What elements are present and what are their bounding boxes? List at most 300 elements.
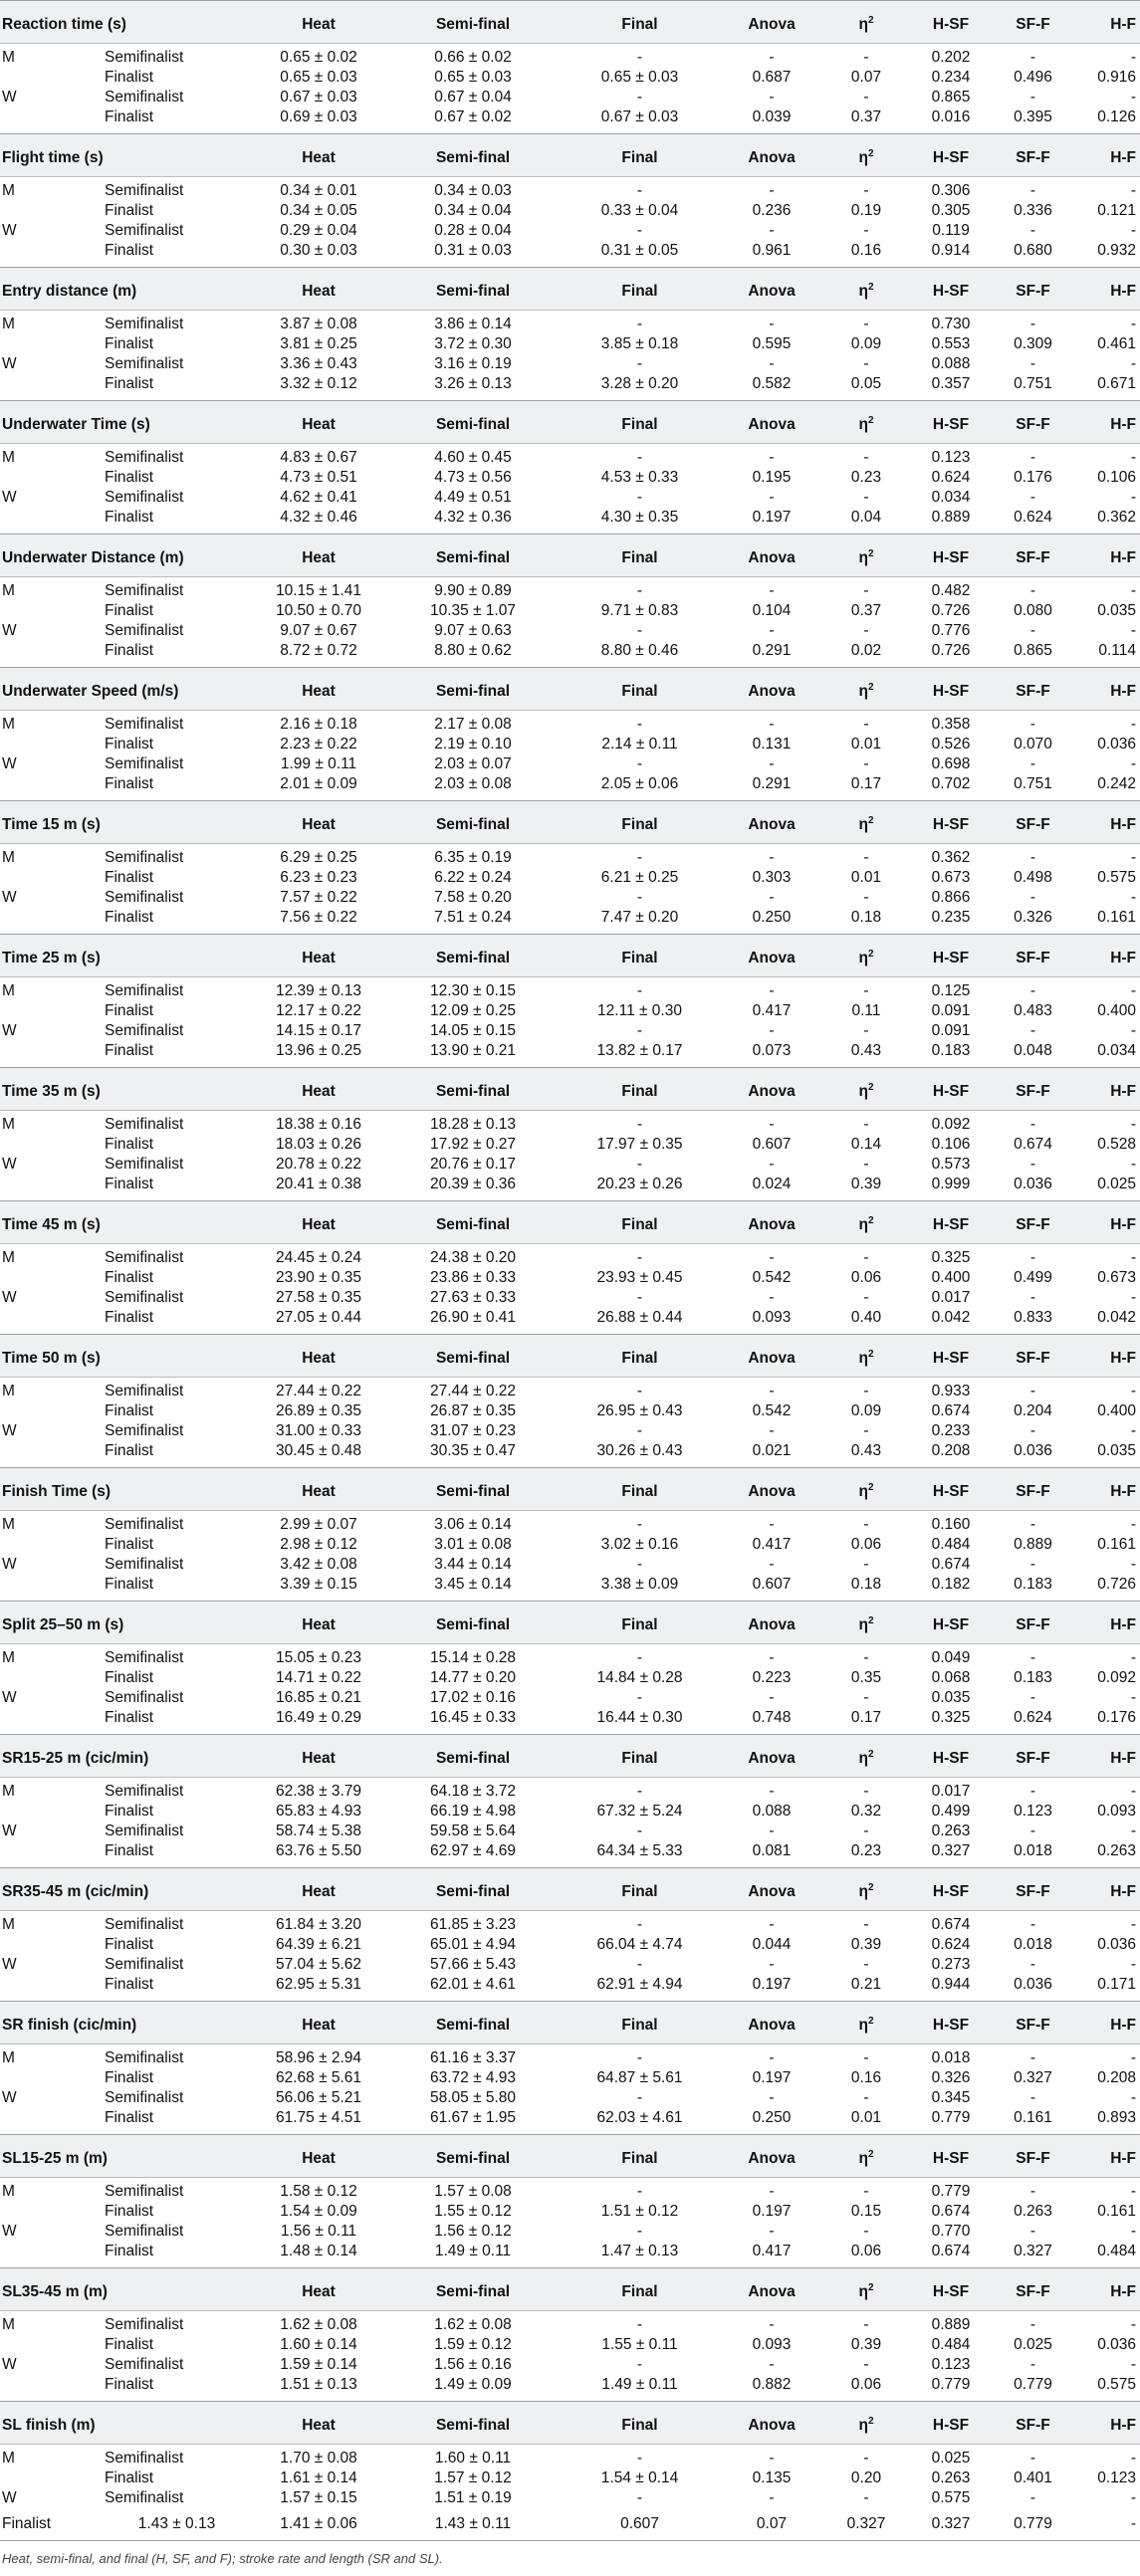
cell-sff: 0.624 <box>1014 509 1052 526</box>
sex-label: W <box>2 2223 17 2240</box>
sex-label <box>0 334 105 354</box>
cell-anova: - <box>769 49 775 66</box>
stage-label: Finalist <box>105 202 154 219</box>
eta-symbol: η <box>858 1083 868 1100</box>
cell-final: 26.95 ± 0.43 <box>596 1402 683 1419</box>
cell-anova: - <box>769 1289 775 1306</box>
cell-hsf: 0.160 <box>931 1516 971 1533</box>
cell-eta: 0.17 <box>850 775 882 792</box>
cell-heat: 1.59 ± 0.14 <box>280 2356 357 2373</box>
cell-sff: - <box>1029 2316 1036 2333</box>
cell-final: - <box>636 2223 643 2240</box>
cell-heat: 18.38 ± 0.16 <box>275 1116 362 1133</box>
cell-sff: - <box>1029 2089 1036 2106</box>
column-header: Heat <box>249 1201 388 1244</box>
column-header: Heat <box>249 1735 388 1778</box>
column-header: H-F <box>1075 801 1140 844</box>
cell-hf: 0.932 <box>1097 242 1137 259</box>
stage-label: Semifinalist <box>105 716 184 733</box>
section-header-row <box>0 1735 1140 1778</box>
cell-heat: 58.96 ± 2.94 <box>275 2049 362 2066</box>
cell-heat: 30.45 ± 0.48 <box>275 1442 362 1459</box>
cell-eta: - <box>863 2450 869 2467</box>
sex-label <box>0 2335 105 2355</box>
cell-anova: - <box>769 2489 775 2506</box>
cell-hf: 0.093 <box>1097 1803 1137 1820</box>
table-row <box>0 1135 1140 1155</box>
table-row <box>0 868 1140 888</box>
eta-symbol: η <box>858 1350 868 1367</box>
sex-label: W <box>2 1823 17 1839</box>
section-title: SR35-45 m (cic/min) <box>0 1868 249 1911</box>
table-row <box>0 2108 1140 2135</box>
section-header-row <box>0 2268 1140 2311</box>
cell-semi: 14.05 ± 0.15 <box>429 1022 517 1039</box>
eta-superscript: 2 <box>867 1881 874 1893</box>
eta-symbol: η <box>858 683 868 700</box>
table-row <box>0 107 1140 134</box>
section-title: Time 45 m (s) <box>0 1201 249 1244</box>
cell-sff: 0.018 <box>1014 1936 1052 1953</box>
cell-final: - <box>636 89 643 106</box>
table-row <box>0 311 1140 335</box>
cell-anova: 0.024 <box>752 1176 792 1192</box>
cell-eta: 0.01 <box>850 2109 882 2126</box>
section-title: Reaction time (s) <box>0 1 249 44</box>
stage-label: Semifinalist <box>105 1689 184 1706</box>
cell-anova: 0.542 <box>752 1269 792 1286</box>
stage-label: Semifinalist <box>105 1783 184 1800</box>
cell-sff: 0.263 <box>1014 2203 1052 2220</box>
cell-sff: 0.183 <box>1014 1576 1052 1593</box>
cell-sff: 0.327 <box>1014 2069 1052 2086</box>
table-row <box>0 354 1140 374</box>
cell-sff: 0.036 <box>1014 1442 1052 1459</box>
cell-semi: 15.14 ± 0.28 <box>429 1649 517 1666</box>
cell-hf: 0.036 <box>1097 1936 1137 1953</box>
sex-label: W <box>2 89 17 106</box>
cell-semi: 7.51 ± 0.24 <box>434 909 512 926</box>
column-header: Semi-final <box>388 268 558 311</box>
cell-sff: - <box>1029 1289 1036 1306</box>
cell-sff: - <box>1029 1383 1036 1399</box>
eta-symbol: η <box>858 2150 868 2167</box>
table-row <box>0 1644 1140 1669</box>
cell-final: 0.33 ± 0.04 <box>600 202 679 219</box>
column-header: Heat <box>249 935 388 977</box>
cell-final: - <box>636 1156 643 1173</box>
section-title: Split 25–50 m (s) <box>0 1602 249 1644</box>
cell-eta: 0.43 <box>850 1442 882 1459</box>
cell-final: 1.47 ± 0.13 <box>600 2243 679 2259</box>
cell-semi: 1.62 ± 0.08 <box>434 2316 512 2333</box>
cell-hsf: 0.125 <box>931 982 971 999</box>
cell-anova: 0.291 <box>752 775 792 792</box>
cell-heat: 1.62 ± 0.08 <box>280 2316 357 2333</box>
column-header: Heat <box>249 668 388 711</box>
cell-final: - <box>636 1556 643 1573</box>
cell-eta: - <box>863 2223 869 2240</box>
column-header: H-SF <box>911 1068 991 1111</box>
cell-sff: 0.036 <box>1014 1976 1052 1993</box>
table-row <box>0 1955 1140 1975</box>
table-row <box>0 2242 1140 2268</box>
stage-label: Semifinalist <box>105 49 184 66</box>
cell-heat: 61.75 ± 4.51 <box>275 2109 362 2126</box>
cell-sff: 0.080 <box>1014 602 1052 619</box>
cell-eta: - <box>863 1956 869 1973</box>
sex-label: M <box>2 1783 15 1800</box>
table-row <box>0 374 1140 401</box>
column-header-eta <box>821 1735 911 1778</box>
table-row <box>0 1535 1140 1555</box>
eta-superscript: 2 <box>867 2415 874 2427</box>
cell-hsf: 0.263 <box>931 2469 971 2486</box>
cell-sff: - <box>1029 582 1036 599</box>
sex-label <box>0 2068 105 2088</box>
cell-sff: - <box>1029 1916 1036 1933</box>
cell-final: 2.14 ± 0.11 <box>601 736 678 752</box>
cell-hf: - <box>1130 2356 1137 2373</box>
cell-final: 64.34 ± 5.33 <box>596 1842 683 1859</box>
cell-sff: 0.833 <box>1014 1309 1052 1326</box>
table-row <box>0 1935 1140 1955</box>
column-header: Anova <box>722 668 821 711</box>
stage-label: Finalist <box>105 69 154 86</box>
cell-hf: 0.114 <box>1098 642 1137 659</box>
cell-heat: 1.70 ± 0.08 <box>280 2450 357 2467</box>
cell-sff: - <box>1029 2049 1036 2066</box>
cell-hsf: 0.106 <box>931 1136 971 1153</box>
cell-hf: - <box>1130 2089 1137 2106</box>
cell-anova: 0.303 <box>752 869 792 886</box>
cell-hf: 0.161 <box>1097 909 1137 926</box>
cell-anova: - <box>769 489 775 506</box>
stage-label: Finalist <box>105 2469 154 2486</box>
section-header-row <box>0 268 1140 311</box>
cell-hsf: 0.889 <box>931 2316 971 2333</box>
cell-semi: 1.57 ± 0.08 <box>434 2183 512 2200</box>
cell-hf: - <box>1130 1649 1137 1666</box>
cell-sff: 0.624 <box>1014 1709 1052 1726</box>
cell-heat: 3.36 ± 0.43 <box>280 355 357 372</box>
cell-heat: 64.39 ± 6.21 <box>275 1936 362 1953</box>
eta-superscript: 2 <box>867 2015 874 2027</box>
cell-semi: 1.56 ± 0.16 <box>434 2356 512 2373</box>
table-row-shifted <box>0 2514 1140 2540</box>
cell-final: 67.32 ± 5.24 <box>596 1803 683 1820</box>
section-header-row <box>0 1201 1140 1244</box>
cell-sff: 0.401 <box>1014 2469 1052 2486</box>
cell-semi: 26.90 ± 0.41 <box>429 1309 517 1326</box>
sex-label: W <box>2 1022 17 1039</box>
cell-final: - <box>636 1956 643 1973</box>
cell-final: 66.04 ± 4.74 <box>596 1936 683 1953</box>
cell-sff: 0.161 <box>1014 2109 1052 2126</box>
column-header: Anova <box>722 1868 821 1911</box>
sex-label <box>0 1001 105 1021</box>
cell-anova: 0.195 <box>752 469 792 486</box>
cell-hsf: 0.889 <box>931 509 971 526</box>
cell-eta: - <box>863 1516 869 1533</box>
cell-eta: 0.14 <box>850 1136 882 1153</box>
sex-label: W <box>2 1956 17 1973</box>
cell-anova: 0.961 <box>752 242 792 259</box>
column-header-eta <box>821 134 911 177</box>
column-header: H-SF <box>911 2402 991 2445</box>
sex-label: M <box>2 182 15 199</box>
cell-hsf: 0.575 <box>931 2489 971 2506</box>
column-header: H-F <box>1075 668 1140 711</box>
column-header-eta <box>821 2002 911 2044</box>
sex-label: M <box>2 1916 15 1933</box>
table-row <box>0 1308 1140 1335</box>
stage-label: Finalist <box>105 335 154 352</box>
cell-hf: - <box>1130 622 1137 639</box>
cell-hf: 0.123 <box>1097 2469 1137 2486</box>
cell-eta: 0.23 <box>850 469 882 486</box>
cell-sff: 0.674 <box>1014 1136 1052 1153</box>
table-row <box>0 177 1140 202</box>
cell-hf: 0.161 <box>1097 2203 1137 2220</box>
cell-sff: 0.070 <box>1014 736 1052 752</box>
cell-hsf: 0.091 <box>931 1022 971 1039</box>
stage-label: Semifinalist <box>105 2089 184 2106</box>
column-header-eta <box>821 535 911 577</box>
cell-final: 8.80 ± 0.46 <box>600 642 679 659</box>
cell-heat: 62.95 ± 5.31 <box>275 1976 362 1993</box>
cell-eta: 0.35 <box>850 1669 882 1686</box>
cell-anova: - <box>769 849 775 866</box>
cell-eta: 0.05 <box>850 375 882 392</box>
cell-heat: 8.72 ± 0.72 <box>280 642 357 659</box>
eta-superscript: 2 <box>867 1214 874 1226</box>
cell-sff: 0.751 <box>1014 375 1052 392</box>
cell-heat: 3.39 ± 0.15 <box>280 1576 357 1593</box>
column-header: Semi-final <box>388 2135 558 2178</box>
cell-final: - <box>636 2316 643 2333</box>
cell-eta: - <box>863 582 869 599</box>
cell-sff: - <box>1029 1156 1036 1173</box>
cell-final: - <box>636 2356 643 2373</box>
cell-eta: - <box>863 2089 869 2106</box>
eta-superscript: 2 <box>867 547 874 559</box>
cell-sff: - <box>1029 316 1036 332</box>
cell-hf: 0.106 <box>1097 469 1137 486</box>
sex-label: W <box>2 1156 17 1173</box>
column-header: H-F <box>1075 1735 1140 1778</box>
cell-sff: - <box>1029 1022 1036 1039</box>
cell-sff: 0.336 <box>1014 202 1052 219</box>
column-header: H-SF <box>911 1602 991 1644</box>
cell-eta: - <box>863 849 869 866</box>
cell-sff: - <box>1029 2183 1036 2200</box>
cell-semi: 1.49 ± 0.11 <box>434 2243 512 2259</box>
column-header: H-SF <box>911 668 991 711</box>
column-header: Anova <box>722 1735 821 1778</box>
cell-semi: 27.44 ± 0.22 <box>429 1383 517 1399</box>
cell-hf: 0.461 <box>1097 335 1137 352</box>
sex-label: W <box>2 1689 17 1706</box>
cell-sff: - <box>1029 1783 1036 1800</box>
cell-sff: 0.779 <box>1014 2376 1052 2393</box>
cell-final: 1.51 ± 0.12 <box>600 2203 679 2220</box>
column-header: H-F <box>1075 1 1140 44</box>
column-header-eta <box>821 1868 911 1911</box>
cell-hf: - <box>1130 489 1137 506</box>
sex-label <box>0 1535 105 1555</box>
cell-hf: - <box>1130 982 1137 999</box>
cell-hsf: 0.484 <box>931 2336 971 2353</box>
cell-hf: 0.400 <box>1097 1402 1137 1419</box>
table-row <box>0 2222 1140 2242</box>
stage-label: Finalist <box>105 2203 154 2220</box>
cell-hsf: 0.263 <box>931 1823 971 1839</box>
cell-hsf: 0.025 <box>931 2450 971 2467</box>
table-row <box>0 2202 1140 2222</box>
table-row <box>0 1511 1140 1536</box>
cell-eta: 0.32 <box>850 1803 882 1820</box>
cell-eta: 0.01 <box>850 736 882 752</box>
table-row <box>0 2445 1140 2469</box>
column-header: Final <box>558 2402 722 2445</box>
cell-sff: 0.176 <box>1014 469 1052 486</box>
cell-sff: 0.025 <box>1014 2336 1052 2353</box>
cell-semi: 66.19 ± 4.98 <box>429 1803 517 1820</box>
table-row <box>0 44 1140 69</box>
stage-label: Semifinalist <box>105 2316 184 2333</box>
sex-label <box>0 1975 105 2002</box>
cell-heat: 1.48 ± 0.14 <box>280 2243 357 2259</box>
cell-semi: 30.35 ± 0.47 <box>429 1442 517 1459</box>
sex-label: W <box>2 1422 17 1439</box>
cell-hsf: 0.123 <box>931 2356 971 2373</box>
sex-label: W <box>2 1556 17 1573</box>
cell-hsf: 0.088 <box>931 355 971 372</box>
section-header-row <box>0 134 1140 177</box>
cell-hf: 0.036 <box>1097 2336 1137 2353</box>
cell-hsf: 0.035 <box>931 1689 971 1706</box>
cell-hsf: 0.698 <box>931 755 971 772</box>
cell-eta: - <box>863 1916 869 1933</box>
cell-eta: 0.39 <box>850 2336 882 2353</box>
cell-anova: 0.197 <box>752 2069 792 2086</box>
cell-anova: - <box>769 316 775 332</box>
cell-eta: 0.06 <box>850 1269 882 1286</box>
table-row <box>0 201 1140 221</box>
table-row <box>0 754 1140 774</box>
cell-final: - <box>636 1116 643 1133</box>
cell-anova: 0.250 <box>752 909 792 926</box>
cell-heat: 3.87 ± 0.08 <box>280 316 357 332</box>
column-header: SF-F <box>991 935 1075 977</box>
eta-superscript: 2 <box>867 147 874 159</box>
stage-label: Semifinalist <box>105 222 184 239</box>
cell-eta: 0.09 <box>850 1402 882 1419</box>
eta-superscript: 2 <box>867 14 874 26</box>
stage-label: Semifinalist <box>105 2450 184 2467</box>
cell-hsf: 0.273 <box>931 1956 971 1973</box>
cell-anova: - <box>769 2316 775 2333</box>
cell-semi: 0.28 ± 0.04 <box>434 222 512 239</box>
sex-label <box>0 1841 105 1868</box>
cell-sff: - <box>1029 1249 1036 1266</box>
cell-final: 26.88 ± 0.44 <box>596 1309 683 1326</box>
table-row <box>0 1378 1140 1402</box>
cell-anova: - <box>769 1156 775 1173</box>
column-header: SF-F <box>991 2135 1075 2178</box>
cell-semi: 4.60 ± 0.45 <box>434 449 512 466</box>
cell-hsf: 0.526 <box>931 736 971 752</box>
cell-eta: 0.19 <box>850 202 882 219</box>
cell-heat: 0.34 ± 0.05 <box>280 202 357 219</box>
stage-label: Semifinalist <box>105 755 184 772</box>
column-header: H-F <box>1075 268 1140 311</box>
stage-label: Semifinalist <box>105 316 184 332</box>
cell-anova: 0.748 <box>752 1709 792 1726</box>
cell-hf: 0.035 <box>1097 1442 1137 1459</box>
column-header: H-SF <box>911 535 991 577</box>
cell-semi: 1.56 ± 0.12 <box>434 2223 512 2240</box>
cell-sff: 0.496 <box>1014 69 1052 86</box>
cell-hsf: 0.933 <box>931 1383 971 1399</box>
table-row <box>0 977 1140 1002</box>
sex-label <box>0 641 105 668</box>
section-header-row <box>0 935 1140 977</box>
cell-hf: - <box>1130 1249 1137 1266</box>
column-header-eta <box>821 1 911 44</box>
cell-final: 62.03 ± 4.61 <box>596 2109 683 2126</box>
cell-final: - <box>636 1516 643 1533</box>
cell-semi: 1.49 ± 0.09 <box>434 2376 512 2393</box>
stage-label: Finalist <box>105 1442 154 1459</box>
cell-semi: 17.02 ± 0.16 <box>429 1689 517 1706</box>
cell-anova: - <box>769 449 775 466</box>
cell-heat: 0.65 ± 0.02 <box>280 49 357 66</box>
cell-semi: 2.03 ± 0.08 <box>434 775 512 792</box>
stage-label: Finalist <box>105 1842 154 1859</box>
cell-anova: 0.135 <box>752 2469 792 2486</box>
stage-label: Finalist <box>105 1576 154 1593</box>
cell-heat: 56.06 ± 5.21 <box>275 2089 362 2106</box>
table-row <box>0 844 1140 869</box>
column-header: H-F <box>1075 2268 1140 2311</box>
column-header-eta <box>821 2402 911 2445</box>
stage-label: Finalist <box>105 1709 154 1726</box>
column-header: SF-F <box>991 1602 1075 1644</box>
cell-hsf: 0.674 <box>931 1402 971 1419</box>
table-row <box>0 641 1140 668</box>
cell-hsf: 0.730 <box>931 316 971 332</box>
column-header: H-SF <box>911 1335 991 1378</box>
cell-anova: - <box>769 1516 775 1533</box>
cell-sff: - <box>1029 89 1036 106</box>
shifted-cell: 0.779 <box>1014 2515 1052 2532</box>
eta-superscript: 2 <box>867 281 874 293</box>
cell-anova: - <box>769 182 775 199</box>
eta-symbol: η <box>858 2017 868 2034</box>
eta-symbol: η <box>858 149 868 166</box>
column-header: H-SF <box>911 2002 991 2044</box>
cell-anova: 0.197 <box>752 2203 792 2220</box>
column-header: Final <box>558 1868 722 1911</box>
section-title: SR finish (cic/min) <box>0 2002 249 2044</box>
sex-label: M <box>2 1516 15 1533</box>
column-header: H-F <box>1075 1068 1140 1111</box>
cell-hsf: 0.018 <box>931 2049 971 2066</box>
eta-symbol: η <box>858 283 868 300</box>
cell-hsf: 0.183 <box>931 1042 971 1059</box>
